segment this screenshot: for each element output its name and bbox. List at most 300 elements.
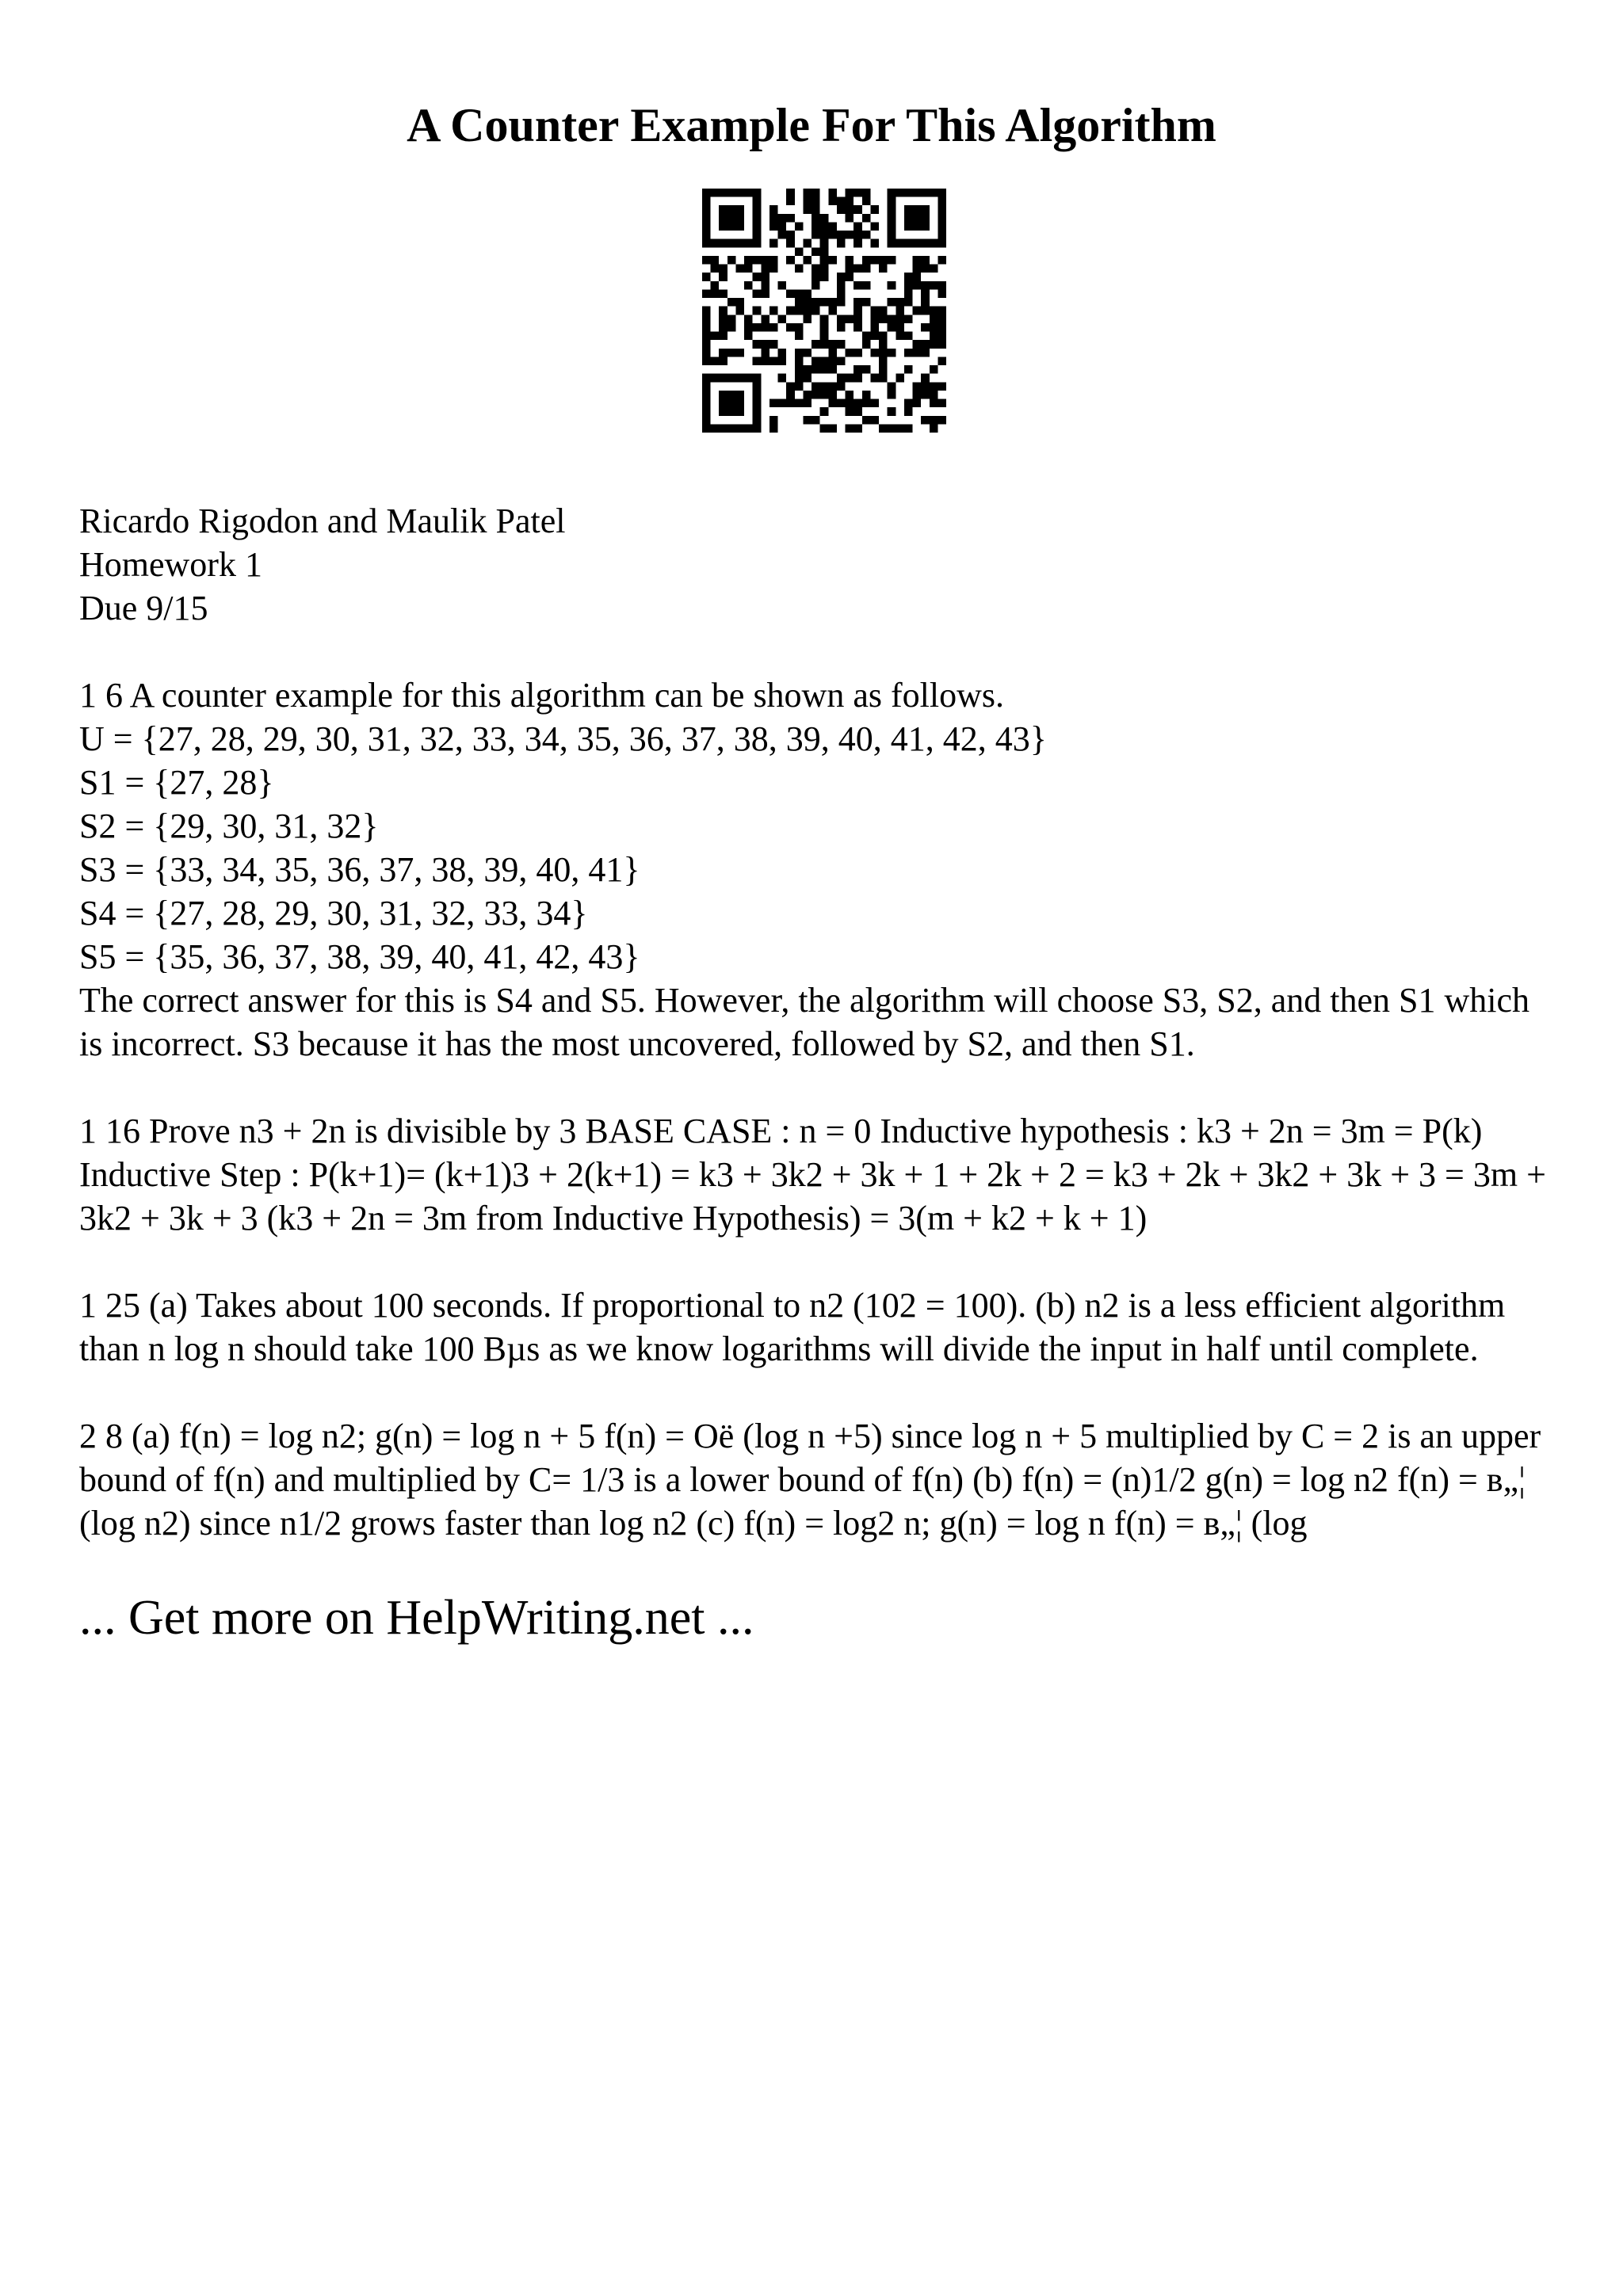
qr-module — [862, 416, 871, 425]
qr-module — [786, 391, 795, 399]
qr-module — [837, 197, 846, 206]
qr-module — [778, 214, 787, 223]
spacer — [79, 1371, 1553, 1414]
qr-module — [803, 239, 812, 248]
qr-module — [719, 399, 727, 408]
qr-module — [904, 332, 913, 341]
qr-module — [896, 239, 904, 248]
qr-module — [930, 382, 938, 391]
qr-module — [828, 298, 837, 307]
qr-module — [795, 289, 804, 298]
qr-module — [753, 214, 762, 223]
qr-module — [735, 391, 744, 399]
qr-module — [753, 239, 762, 248]
qr-module — [753, 189, 762, 197]
qr-module — [930, 332, 938, 341]
qr-module — [812, 247, 820, 256]
qr-module — [913, 399, 922, 408]
qr-module — [769, 357, 778, 365]
qr-module — [854, 399, 862, 408]
qr-module — [904, 298, 913, 307]
qr-module — [812, 298, 820, 307]
qr-module — [753, 399, 762, 408]
qr-module — [711, 332, 720, 341]
qr-module — [896, 374, 904, 383]
qr-module — [753, 407, 762, 416]
qr-module — [896, 424, 904, 433]
qr-module — [812, 231, 820, 239]
qr-module — [744, 256, 753, 265]
qr-module — [879, 424, 888, 433]
qr-module — [711, 357, 720, 365]
qr-module — [888, 281, 896, 290]
qr-module — [913, 265, 922, 273]
qr-module — [803, 374, 812, 383]
qr-module — [828, 231, 837, 239]
qr-module — [870, 349, 879, 357]
qr-module — [938, 357, 946, 365]
qr-module — [812, 357, 820, 365]
qr-module — [888, 407, 896, 416]
qr-module — [888, 214, 896, 223]
qr-module — [719, 273, 727, 281]
qr-module — [938, 399, 946, 408]
qr-module — [913, 281, 922, 290]
qr-module — [761, 256, 769, 265]
qr-module — [795, 357, 804, 365]
qr-module — [828, 424, 837, 433]
qr-module — [870, 399, 879, 408]
qr-module — [769, 256, 778, 265]
qr-module — [812, 382, 820, 391]
qr-module — [896, 298, 904, 307]
qr-module — [888, 424, 896, 433]
qr-module — [879, 315, 888, 323]
qr-module — [854, 298, 862, 307]
qr-module — [846, 273, 854, 281]
qr-module — [938, 315, 946, 323]
qr-module — [795, 365, 804, 374]
qr-module — [702, 332, 711, 341]
qr-module — [870, 205, 879, 214]
qr-module — [904, 222, 913, 231]
qr-module — [888, 222, 896, 231]
qr-module — [930, 399, 938, 408]
qr-module — [786, 382, 795, 391]
set-s1: S1 = {27, 28} — [79, 763, 274, 802]
document-title: A Counter Example For This Algorithm — [407, 99, 1216, 151]
qr-module — [702, 231, 711, 239]
qr-module — [820, 222, 829, 231]
qr-module — [761, 340, 769, 349]
qr-module — [812, 222, 820, 231]
qr-module — [938, 332, 946, 341]
qr-module — [888, 256, 896, 265]
qr-module — [888, 349, 896, 357]
qr-module — [769, 416, 778, 425]
qr-module — [888, 382, 896, 391]
qr-module — [795, 382, 804, 391]
qr-module — [938, 222, 946, 231]
qr-module — [753, 416, 762, 425]
qr-module — [913, 256, 922, 265]
qr-module — [837, 205, 846, 214]
qr-module — [862, 256, 871, 265]
qr-module — [854, 239, 862, 248]
qr-module — [795, 307, 804, 315]
qr-module — [837, 273, 846, 281]
set-u: U = {27, 28, 29, 30, 31, 32, 33, 34, 35, 36, 37, 38, 39, 40, 41, 42, 43} — [79, 719, 1047, 758]
qr-module — [803, 365, 812, 374]
set-s5: S5 = {35, 36, 37, 38, 39, 40, 41, 42, 43} — [79, 937, 640, 976]
qr-module — [846, 349, 854, 357]
qr-module — [921, 205, 930, 214]
qr-module — [711, 265, 720, 273]
qr-module — [812, 340, 820, 349]
qr-module — [769, 323, 778, 332]
qr-module — [862, 265, 871, 273]
qr-module — [904, 407, 913, 416]
qr-module — [854, 407, 862, 416]
qr-module — [820, 424, 829, 433]
qr-module — [879, 307, 888, 315]
qr-module — [702, 289, 711, 298]
authors-line: Ricardo Rigodon and Maulik Patel — [79, 502, 566, 540]
qr-module — [921, 374, 930, 383]
qr-module — [744, 424, 753, 433]
qr-module — [888, 323, 896, 332]
qr-module — [820, 340, 829, 349]
qr-module — [786, 256, 795, 265]
qr-module — [735, 424, 744, 433]
qr-module — [803, 205, 812, 214]
qr-module — [828, 382, 837, 391]
qr-module — [702, 374, 711, 383]
qr-module — [888, 205, 896, 214]
qr-module — [938, 256, 946, 265]
qr-module — [930, 391, 938, 399]
qr-module — [930, 340, 938, 349]
qr-module — [837, 231, 846, 239]
qr-module — [719, 265, 727, 273]
qr-module — [719, 289, 727, 298]
qr-module — [879, 349, 888, 357]
qr-module — [913, 189, 922, 197]
qr-code-graphic — [702, 189, 946, 433]
qr-module — [753, 323, 762, 332]
qr-module — [744, 239, 753, 248]
qr-module — [938, 416, 946, 425]
qr-module — [888, 197, 896, 206]
qr-module — [803, 189, 812, 197]
qr-module — [812, 189, 820, 197]
qr-module — [828, 340, 837, 349]
qr-module — [702, 424, 711, 433]
qr-module — [921, 222, 930, 231]
qr-module — [769, 205, 778, 214]
qr-module — [812, 197, 820, 206]
qr-module — [702, 391, 711, 399]
qr-module — [769, 222, 778, 231]
qr-module — [921, 289, 930, 298]
qr-module — [879, 374, 888, 383]
qr-module — [938, 197, 946, 206]
qr-module — [846, 399, 854, 408]
qr-module — [846, 197, 854, 206]
qr-module — [727, 424, 736, 433]
qr-module — [753, 374, 762, 383]
qr-module — [862, 281, 871, 290]
qr-module — [761, 273, 769, 281]
qr-module — [930, 281, 938, 290]
qr-module — [870, 374, 879, 383]
qr-module — [735, 307, 744, 315]
qr-module — [719, 349, 727, 357]
qr-module — [812, 307, 820, 315]
qr-module — [862, 197, 871, 206]
qr-module — [753, 424, 762, 433]
qr-module — [812, 273, 820, 281]
qr-module — [753, 340, 762, 349]
qr-module — [812, 265, 820, 273]
qr-module — [879, 332, 888, 341]
qr-module — [820, 256, 829, 265]
qr-module — [795, 332, 804, 341]
qr-module — [837, 374, 846, 383]
qr-module — [904, 273, 913, 281]
qr-module — [753, 307, 762, 315]
qr-module — [753, 357, 762, 365]
qr-module — [854, 205, 862, 214]
qr-module — [735, 349, 744, 357]
spacer — [79, 630, 1553, 673]
qr-module — [930, 265, 938, 273]
qr-module — [921, 416, 930, 425]
qr-module — [761, 265, 769, 273]
qr-module — [938, 189, 946, 197]
qr-module — [921, 256, 930, 265]
qr-module — [727, 391, 736, 399]
qr-module — [854, 307, 862, 315]
qr-module — [846, 214, 854, 223]
qr-module — [769, 214, 778, 223]
qr-module — [930, 416, 938, 425]
qr-module — [879, 365, 888, 374]
qr-module — [803, 416, 812, 425]
qr-module — [938, 307, 946, 315]
qr-module — [727, 239, 736, 248]
qr-module — [820, 247, 829, 256]
qr-module — [735, 222, 744, 231]
qr-module — [820, 391, 829, 399]
qr-module — [786, 323, 795, 332]
qr-module — [735, 214, 744, 223]
qr-module — [702, 307, 711, 315]
qr-module — [921, 298, 930, 307]
qr-module — [921, 391, 930, 399]
footer-link-text[interactable]: ... Get more on HelpWriting.net ... — [79, 1591, 754, 1645]
qr-module — [854, 281, 862, 290]
qr-module — [786, 197, 795, 206]
qr-module — [778, 357, 787, 365]
qr-module — [812, 205, 820, 214]
qr-module — [820, 407, 829, 416]
qr-module — [719, 239, 727, 248]
qr-module — [803, 315, 812, 323]
qr-module — [795, 374, 804, 383]
qr-module — [870, 239, 879, 248]
qr-module — [812, 416, 820, 425]
qr-module — [727, 323, 736, 332]
qr-module — [913, 349, 922, 357]
qr-module — [744, 281, 753, 290]
qr-module — [854, 323, 862, 332]
problem-2-8: 2 8 (a) f(n) = log n2; g(n) = log n + 5 f(n) = Oë (log n +5) since log n + 5 multiplied by C = 2 is an upper bound of f(n) and multiplied by C= 1/3 is a lower bound of f(n) (b) f(n) = (n)1/2 g(n) = log n2 f(n) = в„¦ (log n2) since n1/2 grows faster than log n2 (c) f(n) = log2 n; g(n) = log n f(n) = в„¦ (log — [79, 1417, 1541, 1543]
qr-module — [837, 239, 846, 248]
qr-module — [719, 357, 727, 365]
qr-module — [888, 391, 896, 399]
problem-1-6-intro: 1 6 A counter example for this algorithm can be shown as follows. — [79, 676, 1004, 715]
qr-module — [820, 365, 829, 374]
qr-module — [711, 289, 720, 298]
qr-module — [820, 332, 829, 341]
qr-module — [913, 222, 922, 231]
qr-module — [761, 289, 769, 298]
qr-module — [862, 391, 871, 399]
qr-module — [854, 222, 862, 231]
qr-module — [803, 349, 812, 357]
qr-module — [727, 189, 736, 197]
qr-module — [828, 391, 837, 399]
qr-module — [702, 197, 711, 206]
qr-module — [904, 289, 913, 298]
qr-module — [938, 214, 946, 223]
qr-module — [820, 265, 829, 273]
qr-module — [803, 391, 812, 399]
qr-module — [719, 391, 727, 399]
qr-module — [702, 349, 711, 357]
qr-module — [938, 205, 946, 214]
qr-module — [753, 289, 762, 298]
qr-module — [904, 424, 913, 433]
qr-module — [812, 214, 820, 223]
qr-module — [846, 315, 854, 323]
qr-module — [795, 222, 804, 231]
qr-module — [854, 374, 862, 383]
spacer — [79, 1240, 1553, 1283]
qr-module — [854, 189, 862, 197]
qr-module — [719, 424, 727, 433]
qr-module — [753, 382, 762, 391]
qr-module — [837, 323, 846, 332]
qr-module — [727, 407, 736, 416]
qr-module — [820, 298, 829, 307]
qr-module — [803, 256, 812, 265]
qr-module — [735, 205, 744, 214]
problem-1-6-section — [79, 673, 1553, 1066]
qr-module — [870, 332, 879, 341]
due-date-line: Due 9/15 — [79, 589, 208, 627]
qr-module — [837, 289, 846, 298]
qr-module — [711, 239, 720, 248]
qr-module — [913, 214, 922, 223]
qr-module — [828, 399, 837, 408]
qr-module — [913, 273, 922, 281]
qr-module — [888, 189, 896, 197]
qr-module — [879, 340, 888, 349]
qr-module — [803, 399, 812, 408]
qr-module — [913, 307, 922, 315]
qr-module — [904, 349, 913, 357]
qr-module — [727, 349, 736, 357]
qr-module — [930, 189, 938, 197]
qr-module — [761, 323, 769, 332]
qr-module — [846, 374, 854, 383]
qr-module — [786, 289, 795, 298]
qr-module — [753, 273, 762, 281]
qr-module — [702, 407, 711, 416]
qr-module — [862, 214, 871, 223]
qr-module — [921, 382, 930, 391]
qr-module — [769, 307, 778, 315]
qr-module — [702, 273, 711, 281]
qr-module — [727, 315, 736, 323]
qr-module — [904, 281, 913, 290]
qr-module — [888, 298, 896, 307]
qr-module — [786, 189, 795, 197]
qr-module — [837, 340, 846, 349]
qr-module — [820, 323, 829, 332]
qr-module — [854, 231, 862, 239]
qr-module — [913, 382, 922, 391]
qr-module — [862, 399, 871, 408]
qr-module — [846, 189, 854, 197]
set-s3: S3 = {33, 34, 35, 36, 37, 38, 39, 40, 41} — [79, 850, 640, 889]
qr-code — [702, 189, 946, 433]
qr-module — [913, 391, 922, 399]
qr-module — [930, 307, 938, 315]
qr-module — [719, 323, 727, 332]
qr-module — [904, 239, 913, 248]
qr-module — [719, 407, 727, 416]
qr-module — [938, 340, 946, 349]
qr-module — [862, 365, 871, 374]
qr-module — [870, 323, 879, 332]
qr-module — [896, 315, 904, 323]
qr-module — [778, 315, 787, 323]
qr-module — [930, 365, 938, 374]
qr-module — [837, 281, 846, 290]
qr-module — [702, 222, 711, 231]
qr-module — [870, 315, 879, 323]
qr-module — [921, 281, 930, 290]
qr-module — [854, 365, 862, 374]
qr-module — [719, 332, 727, 341]
qr-module — [896, 323, 904, 332]
qr-module — [854, 349, 862, 357]
qr-module — [828, 365, 837, 374]
spacer — [79, 1545, 1553, 1577]
qr-module — [769, 265, 778, 273]
qr-module — [778, 281, 787, 290]
qr-module — [896, 189, 904, 197]
qr-module — [753, 197, 762, 206]
qr-module — [744, 189, 753, 197]
qr-module — [702, 205, 711, 214]
qr-module — [828, 189, 837, 197]
qr-module — [862, 189, 871, 197]
qr-module — [820, 239, 829, 248]
